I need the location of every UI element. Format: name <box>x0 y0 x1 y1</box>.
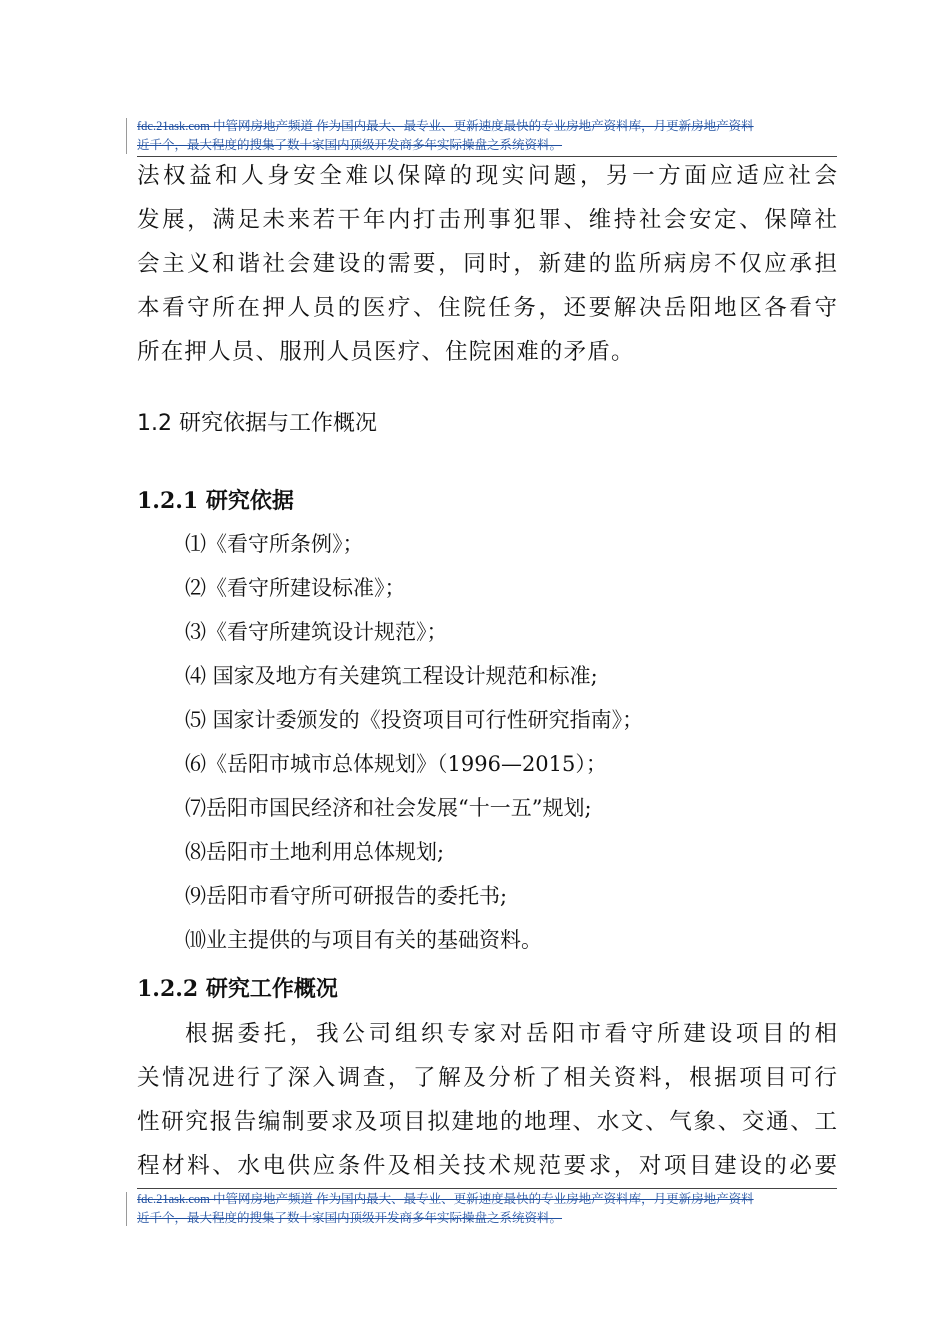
overview-line-2: 关情况进行了深入调查，了解及分析了相关资料，根据项目可行 <box>137 1065 837 1091</box>
header-line-1: fdc.21ask.com 中管网房地产频道 作为国内最大、最专业、更新速度最快的专业房地产资料库，月更新房地产资料 <box>137 119 754 133</box>
overview-line-4: 程材料、水电供应条件及相关技术规范要求，对项目建设的必要 <box>137 1153 837 1179</box>
overview-line-3: 性研究报告编制要求及项目拟建地的地理、水文、气象、交通、工 <box>137 1109 837 1135</box>
header-line-2: 近千个，最大程度的搜集了数十家国内顶级开发商多年实际操盘之系统资料。 <box>137 138 563 152</box>
footer-line-1: fdc.21ask.com 中管网房地产频道 作为国内最大、最专业、更新速度最快的专业房地产资料库，月更新房地产资料 <box>137 1192 754 1206</box>
footer-rule <box>137 1188 837 1189</box>
intro-line-2: 发展，满足未来若干年内打击刑事犯罪、维持社会安定、保障社 <box>137 207 837 233</box>
basis-item-8: ⑻岳阳市土地利用总体规划; <box>185 840 445 864</box>
intro-line-3: 会主义和谐社会建设的需要，同时，新建的监所病房不仅应承担 <box>137 251 837 277</box>
footer-line-2: 近千个，最大程度的搜集了数十家国内顶级开发商多年实际操盘之系统资料。 <box>137 1211 563 1225</box>
basis-item-4: ⑷ 国家及地方有关建筑工程设计规范和标准; <box>185 664 598 688</box>
header-margin-bar <box>126 118 127 154</box>
overview-line-1: 根据委托，我公司组织专家对岳阳市看守所建设项目的相 <box>185 1021 837 1047</box>
basis-item-2: ⑵《看守所建设标准》； <box>185 576 406 600</box>
section-heading-1-2: 1.2 研究依据与工作概况 <box>137 411 377 436</box>
basis-item-10: ⑽业主提供的与项目有关的基础资料。 <box>185 928 542 952</box>
footer-margin-bar <box>126 1192 127 1226</box>
intro-line-4: 本看守所在押人员的医疗、住院任务，还要解决岳阳地区各看守 <box>137 295 837 321</box>
intro-line-1: 法权益和人身安全难以保障的现实问题，另一方面应适应社会 <box>137 163 837 189</box>
section-heading-1-2-2: 1.2.2 研究工作概况 <box>137 976 338 1002</box>
basis-item-3: ⑶《看守所建筑设计规范》； <box>185 620 448 644</box>
basis-item-5: ⑸ 国家计委颁发的《投资项目可行性研究指南》； <box>185 708 644 732</box>
basis-item-1: ⑴《看守所条例》； <box>185 532 364 556</box>
basis-item-7: ⑺岳阳市国民经济和社会发展“十一五”规划; <box>185 796 592 820</box>
intro-line-5: 所在押人员、服刑人员医疗、住院困难的矛盾。 <box>137 339 635 365</box>
basis-item-6: ⑹《岳阳市城市总体规划》（1996—2015）； <box>185 752 607 776</box>
section-heading-1-2-1: 1.2.1 研究依据 <box>137 488 294 514</box>
basis-item-9: ⑼岳阳市看守所可研报告的委托书; <box>185 884 508 908</box>
